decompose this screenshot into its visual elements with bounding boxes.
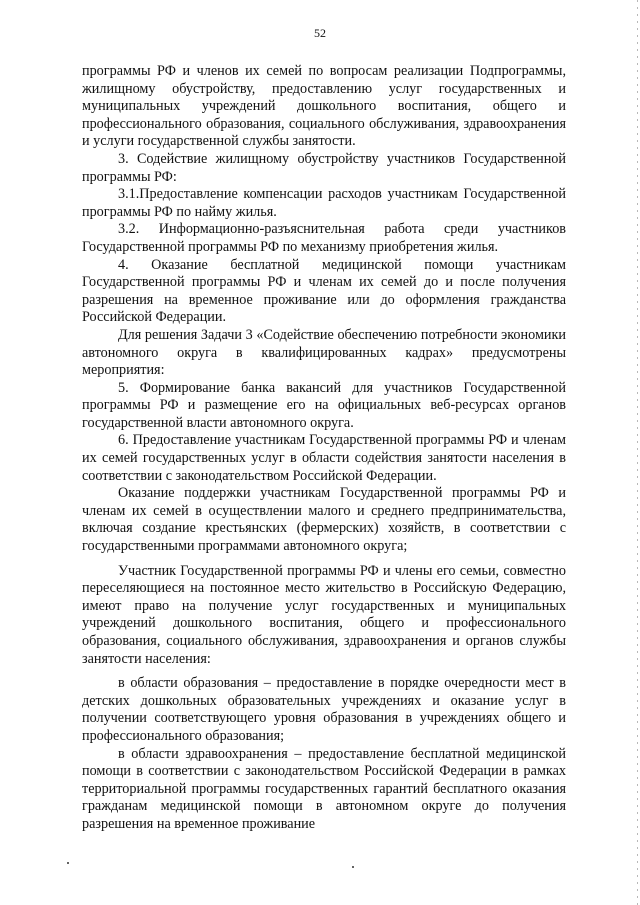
scan-edge-line bbox=[637, 0, 638, 905]
scan-speck-left bbox=[67, 862, 69, 864]
paragraph-7: 5. Формирование банка вакансий для участников Государственной программы РФ и размещение его на официальных веб-ресурсах органов государственной власти автономного округа. bbox=[82, 379, 566, 431]
page-number: 52 bbox=[314, 26, 326, 40]
paragraph-10: Участник Государственной программы РФ и члены его семьи, совместно переселяющиеся на постоянное место жительство в Российскую Федерацию, имеют право на получение услуг государственных и муниципальных учреждений дошкольного воспитания, общего и профессионального образования, социального обслуживания, здравоохранения и органов службы занятости населения: bbox=[82, 562, 566, 667]
scan-speck-right bbox=[352, 866, 354, 868]
paragraph-2: 3. Содействие жилищному обустройству участников Государственной программы РФ: bbox=[82, 150, 566, 185]
paragraph-9: Оказание поддержки участникам Государственной программы РФ и членам их семей в осуществлении малого и среднего предпринимательства, включая создание крестьянских (фермерских) хозяйств, в соответствии с государственными программами автономного округа; bbox=[82, 485, 566, 555]
paragraph-5: 4. Оказание бесплатной медицинской помощи участникам Государственной программы РФ и членам их семей до и после получения разрешения на временное проживание или до оформления гражданства Российской Федерации. bbox=[82, 256, 566, 326]
paragraph-1: программы РФ и членов их семей по вопросам реализации Подпрограммы, жилищному обустройству, предоставлению услуг государственных и муниципальных учреждений дошкольного воспитания, общего и профессионального образования, социального обслуживания, здравоохранения и услуги государственной службы занятости. bbox=[82, 63, 566, 150]
paragraph-6: Для решения Задачи 3 «Содействие обеспечению потребности экономики автономного округа в квалифицированных кадрах» предусмотрены мероприятия: bbox=[82, 326, 566, 379]
paragraph-4: 3.2. Информационно-разъяснительная работа среди участников Государственной программы РФ по механизму приобретения жилья. bbox=[82, 221, 566, 255]
page-body bbox=[82, 63, 566, 834]
paragraph-3: 3.1.Предоставление компенсации расходов участникам Государственной программы РФ по найму жилья. bbox=[82, 186, 566, 220]
paragraph-8: 6. Предоставление участникам Государственной программы РФ и членам их семей государственных услуг в области содействия занятости населения в соответствии с законодательством Российской Федерации. bbox=[82, 432, 566, 484]
paragraph-12: в области здравоохранения – предоставление бесплатной медицинской помощи в соответствии с законодательством Российской Федерации в рамках территориальной программы государственных гарантий бесплатного оказания гражданам медицинской помощи в автономном округе до получения разрешения на временное проживание bbox=[82, 745, 566, 832]
paragraph-11: в области образования – предоставление в порядке очередности мест в детских дошкольных образовательных учреждениях и оказание услуг в получении соответствующего уровня образования в учреждениях общего и профессионального образования; bbox=[82, 675, 566, 744]
